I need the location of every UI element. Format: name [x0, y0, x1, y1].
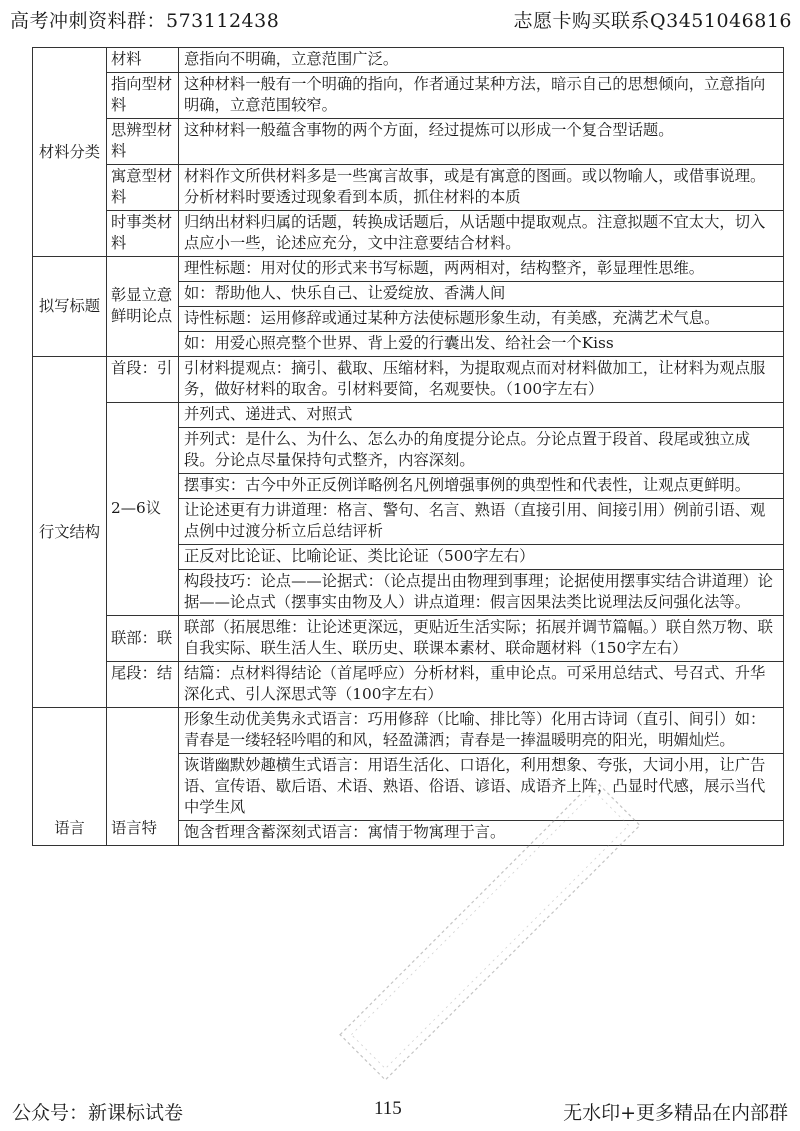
material-type: 材料	[107, 48, 179, 73]
structure-opening-sub: 首段：引	[107, 357, 179, 403]
material-desc: 这种材料一般蕴含事物的两个方面，经过提炼可以形成一个复合型话题。	[179, 119, 784, 165]
structure-link-desc: 联部（拓展思维：让论述更深远，更贴近生活实际；拓展并调节篇幅。）联自然万物、联自我实际、联生活人生、联历史、联课本素材、联命题材料（150字左右）	[179, 616, 784, 662]
structure-body-desc: 摆事实：古今中外正反例详略例名凡例增强事例的典型性和代表性，让观点更鲜明。	[179, 474, 784, 499]
table-row	[33, 357, 784, 403]
language-desc: 诙谐幽默妙趣横生式语言：用语生活化、口语化，利用想象、夸张，大词小用，让广告语、宣传语、歇后语、术语、熟语、俗语、谚语、成语齐上阵，凸显时代感，展示当代中学生风	[179, 754, 784, 821]
structure-ending-sub: 尾段：结	[107, 662, 179, 708]
language-desc: 形象生动优美隽永式语言：巧用修辞（比喻、排比等）化用古诗词（直引、间引）如：青春是一缕轻轻吟唱的和风，轻盈潇洒；青春是一捧温暖明亮的阳光，明媚灿烂。	[179, 708, 784, 754]
title-desc: 如：帮助他人、快乐自己、让爱绽放、香满人间	[179, 282, 784, 307]
table-row	[33, 257, 784, 282]
language-desc: 饱含哲理含蓄深刻式语言：寓情于物寓理于言。	[179, 821, 784, 846]
structure-link-sub: 联部：联	[107, 616, 179, 662]
material-desc: 归纳出材料归属的话题，转换成话题后，从话题中提取观点。注意拟题不宜太大，切入点应小一些，论述应充分，文中注意要结合材料。	[179, 211, 784, 257]
material-desc: 这种材料一般有一个明确的指向，作者通过某种方法，暗示自己的思想倾向，立意指向明确，立意范围较窄。	[179, 73, 784, 119]
table-row	[33, 662, 784, 708]
material-desc: 意指向不明确，立意范围广泛。	[179, 48, 784, 73]
table-row	[33, 211, 784, 257]
category-structure: 行文结构	[33, 357, 107, 708]
structure-body-desc: 让论述更有力讲道理：格言、警句、名言、熟语（直接引用、间接引用）例前引语、观点例中过渡分析立后总结评析	[179, 499, 784, 545]
table-row	[33, 403, 784, 428]
title-desc: 诗性标题：运用修辞或通过某种方法使标题形象生动，有美感，充满艺术气息。	[179, 307, 784, 332]
structure-body-desc: 并列式、递进式、对照式	[179, 403, 784, 428]
structure-body-desc: 构段技巧：论点——论据式：（论点提出由物理到事理；论据使用摆事实结合讲道理）论据——论点式（摆事实由物及人）讲点道理：假言因果法类比说理法反问强化法等。	[179, 570, 784, 616]
title-desc: 理性标题：用对仗的形式来书写标题，两两相对，结构整齐，彰显理性思维。	[179, 257, 784, 282]
header-right-text: 志愿卡购买联系Q3451046816	[513, 10, 792, 32]
material-type: 寓意型材料	[107, 165, 179, 211]
header-left-text: 高考冲刺资料群：573112438	[10, 10, 280, 32]
footer-left-text: 公众号：新课标试卷	[12, 1102, 184, 1124]
footer-right-text: 无水印+更多精品在内部群	[563, 1102, 788, 1124]
material-type: 时事类材料	[107, 211, 179, 257]
category-material: 材料分类	[33, 48, 107, 257]
category-language: 语言	[33, 708, 107, 846]
material-desc: 材料作文所供材料多是一些寓言故事，或是有寓意的图画。或以物喻人，或借事说理。分析材料时要透过现象看到本质，抓住材料的本质	[179, 165, 784, 211]
material-type: 指向型材料	[107, 73, 179, 119]
table-row	[33, 616, 784, 662]
page-number: 115	[374, 1098, 402, 1119]
table-row	[33, 48, 784, 73]
category-title: 拟写标题	[33, 257, 107, 357]
table-row	[33, 119, 784, 165]
table-row	[33, 73, 784, 119]
structure-body-sub: 2—6议	[107, 403, 179, 616]
table-row	[33, 165, 784, 211]
composition-guide-table	[32, 47, 784, 846]
material-type: 思辨型材料	[107, 119, 179, 165]
structure-body-desc: 正反对比论证、比喻论证、类比论证（500字左右）	[179, 545, 784, 570]
language-sub: 语言特	[107, 708, 179, 846]
structure-body-desc: 并列式：是什么、为什么、怎么办的角度提分论点。分论点置于段首、段尾或独立成段。分论点尽量保持句式整齐，内容深刻。	[179, 428, 784, 474]
structure-opening-desc: 引材料提观点：摘引、截取、压缩材料，为提取观点而对材料做加工，让材料为观点服务，做好材料的取舍。引材料要简，名观要快。（100字左右）	[179, 357, 784, 403]
title-sub: 彰显立意鲜明论点	[107, 257, 179, 357]
title-desc: 如：用爱心照亮整个世界、背上爱的行囊出发、给社会一个Kiss	[179, 332, 784, 357]
structure-ending-desc: 结篇：点材料得结论（首尾呼应）分析材料，重申论点。可采用总结式、号召式、升华深化式、引人深思式等（100字左右）	[179, 662, 784, 708]
table-row	[33, 708, 784, 754]
